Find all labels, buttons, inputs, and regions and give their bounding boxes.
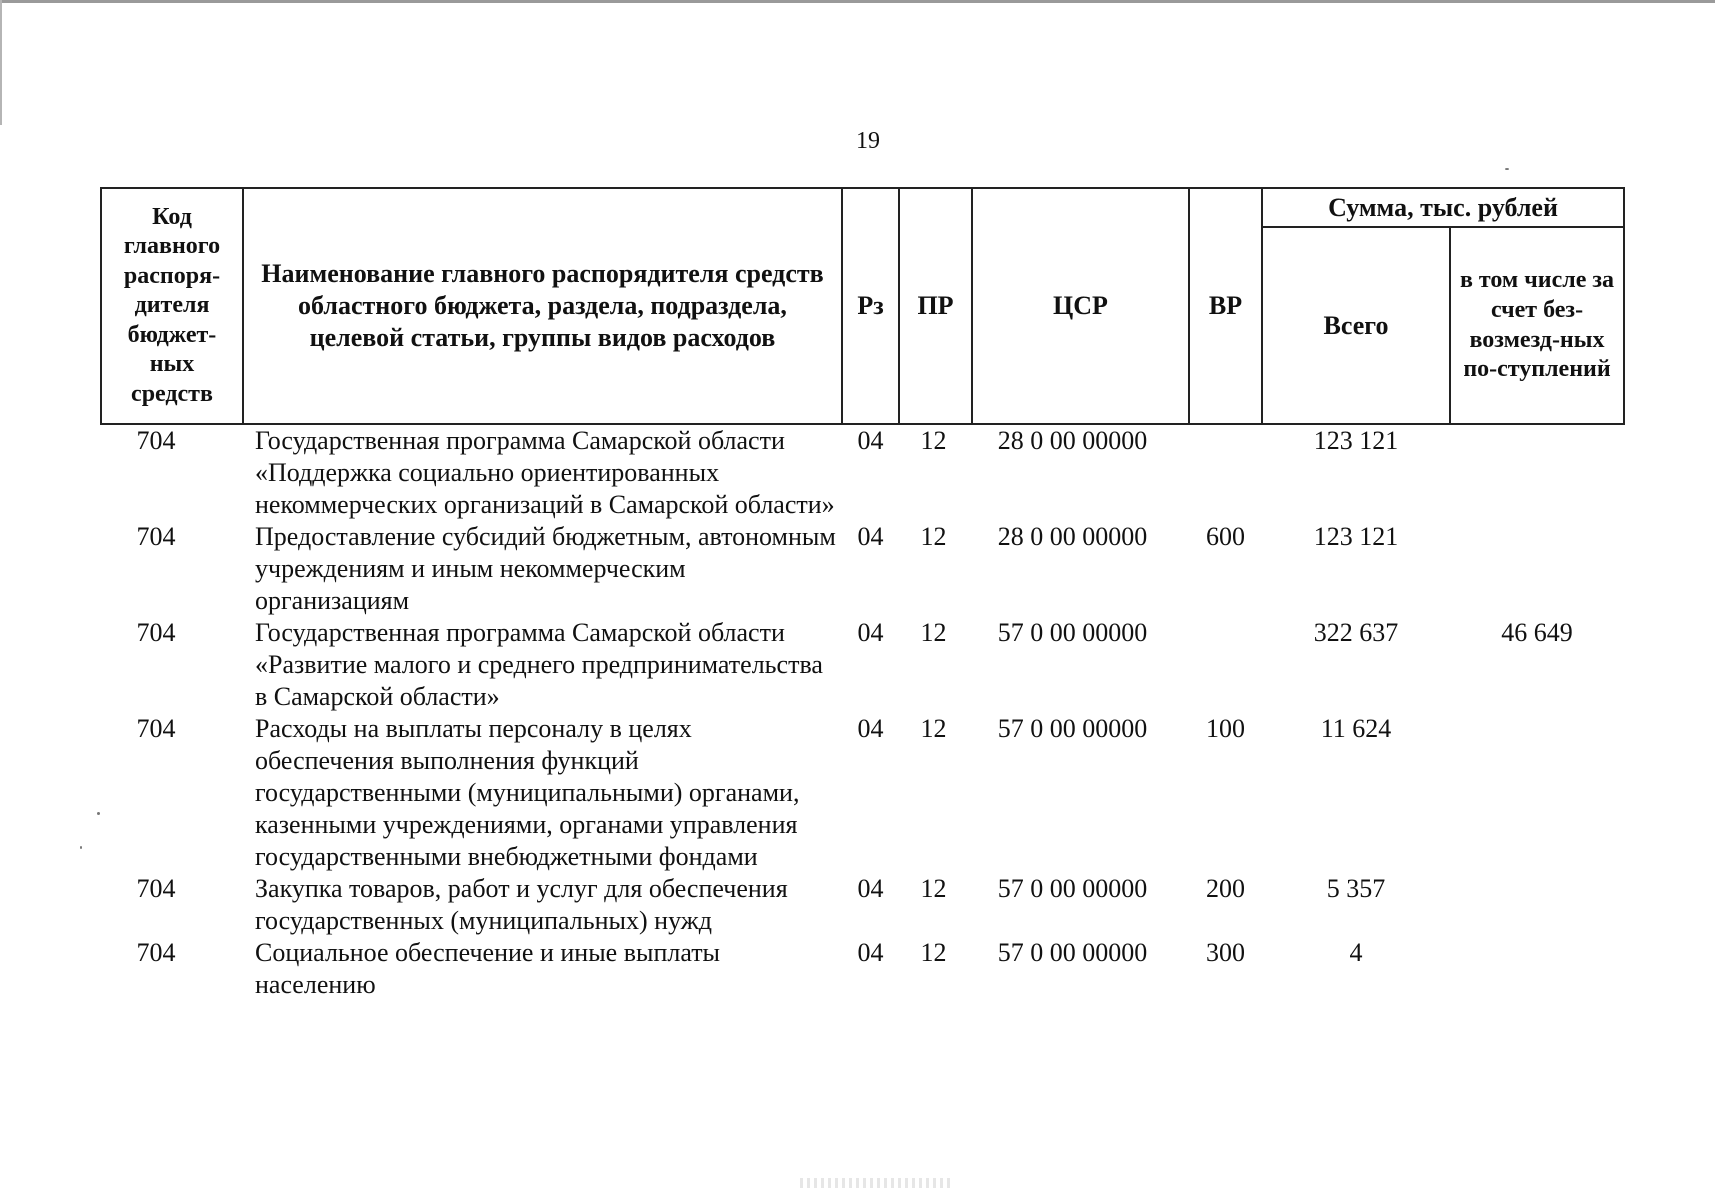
row-pr: 12 [920,522,947,551]
header-rz: Рз [842,188,899,424]
row-csr: 28 0 00 00000 [997,522,1148,551]
header-pr: ПР [899,188,972,424]
row-total: 4 [1349,938,1363,967]
header-row-1 [101,188,1624,227]
row-total: 123 121 [1313,426,1399,455]
row-pr: 12 [920,426,947,455]
scan-speck [80,846,82,849]
row-rz: 04 [857,522,884,551]
row-pr: 12 [920,714,947,743]
row-rz: 04 [857,874,884,903]
row-csr: 28 0 00 00000 [997,426,1148,455]
row-code: 704 [136,938,176,967]
row-pr: 12 [920,618,947,647]
row-total: 5 357 [1326,874,1386,903]
row-free [1450,521,1624,617]
row-code: 704 [136,618,176,647]
row-name: Закупка товаров, работ и услуг для обеспечения государственных (муниципальных) нужд [255,874,788,935]
table-row [101,424,1624,521]
scan-smudge [800,1178,950,1188]
row-vr: 100 [1206,714,1245,743]
row-total: 11 624 [1320,714,1392,743]
row-rz: 04 [857,938,884,967]
header-csr: ЦСР [972,188,1189,424]
row-free [1450,873,1624,937]
row-code: 704 [136,714,176,743]
row-name: Государственная программа Самарской области «Развитие малого и среднего предпринимательства в Самарской области» [255,618,823,711]
row-total: 123 121 [1313,522,1399,551]
header-vr: ВР [1189,188,1262,424]
table-row [101,873,1624,937]
header-sum-group: Сумма, тыс. рублей [1262,188,1624,227]
header-name: Наименование главного распорядителя средств областного бюджета, раздела, подраздела, целевой статьи, группы видов расходов [243,188,842,424]
row-vr [1189,617,1262,713]
header-total: Всего [1262,227,1450,424]
table-row [101,521,1624,617]
row-pr: 12 [920,938,947,967]
row-vr: 600 [1206,522,1245,551]
table-row [101,617,1624,713]
row-free [1450,424,1624,521]
header-free-receipts: в том числе за счет без-возмезд-ных по-ступлений [1450,227,1624,424]
row-free [1450,713,1624,873]
row-free: 46 649 [1501,618,1573,647]
scan-speck [1505,168,1509,170]
row-vr: 200 [1206,874,1245,903]
page-number: 19 [856,128,880,154]
row-total: 322 637 [1313,618,1399,647]
budget-table [100,187,1625,1001]
row-vr: 300 [1206,938,1245,967]
table-row [101,713,1624,873]
row-csr: 57 0 00 00000 [997,938,1148,967]
row-rz: 04 [857,426,884,455]
row-rz: 04 [857,714,884,743]
header-code: Код главного распоря-дителя бюджет-ных средств [101,188,243,424]
row-csr: 57 0 00 00000 [997,618,1148,647]
row-pr: 12 [920,874,947,903]
row-csr: 57 0 00 00000 [997,714,1148,743]
row-csr: 57 0 00 00000 [997,874,1148,903]
row-code: 704 [136,522,176,551]
table-row [101,937,1624,1001]
row-vr [1189,424,1262,521]
row-name: Предоставление субсидий бюджетным, автономным учреждениям и иным некоммерческим организациям [255,522,836,615]
scan-edge-top [0,0,1715,3]
row-rz: 04 [857,618,884,647]
row-code: 704 [136,874,176,903]
scan-edge-left [0,0,2,125]
row-free [1450,937,1624,1001]
row-code: 704 [136,426,176,455]
row-name: Социальное обеспечение и иные выплаты населению [255,938,721,999]
row-name: Расходы на выплаты персоналу в целях обеспечения выполнения функций государственными (муниципальными) органами, казенными учреждениями, органами управления государственными внебюджетными фондами [255,714,800,871]
row-name: Государственная программа Самарской области «Поддержка социально ориентированных некоммерческих организаций в Самарской области» [255,426,835,519]
